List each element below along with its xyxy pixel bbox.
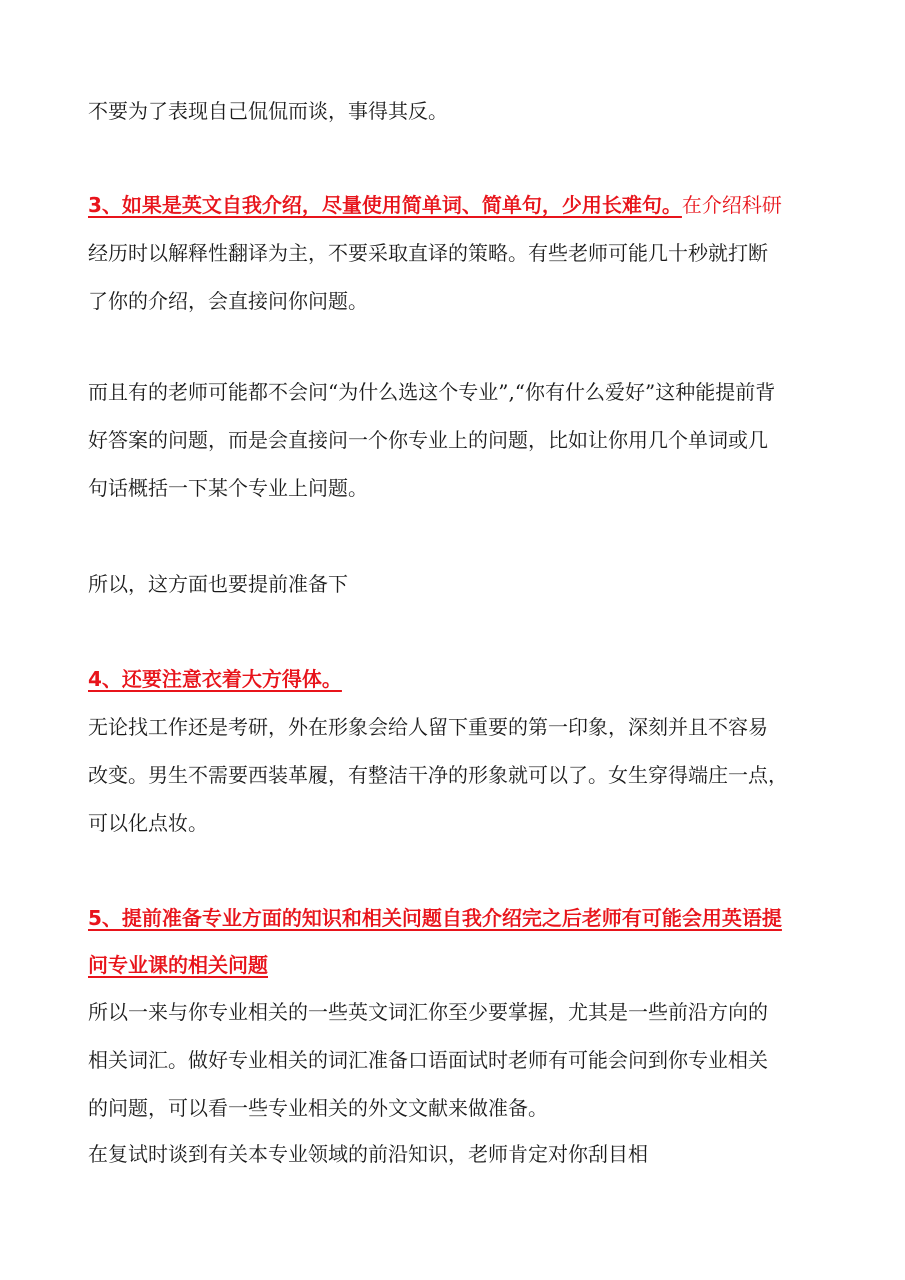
section-4-heading: 4、还要注意衣着大方得体。 bbox=[88, 667, 342, 691]
paragraph-line: 而且有的老师可能都不会问“为什么选这个专业”,“你有什么爱好”这种能提前背 bbox=[88, 380, 776, 404]
section-3-heading-line bbox=[88, 190, 828, 220]
paragraph-line: 所以，这方面也要提前准备下 bbox=[88, 572, 348, 596]
section-5-heading-cont: 问专业课的相关问题 bbox=[88, 953, 268, 977]
paragraph-line: 句话概括一下某个专业上问题。 bbox=[88, 476, 368, 500]
section-5-heading-line bbox=[88, 950, 828, 980]
section-3-heading: 3、如果是英文自我介绍，尽量使用简单词、简单句，少用长难句。 bbox=[88, 193, 682, 217]
paragraph-line: 经历时以解释性翻译为主，不要采取直译的策略。有些老师可能几十秒就打断 bbox=[88, 241, 768, 265]
section-4-heading-line bbox=[88, 664, 828, 694]
paragraph-line: 不要为了表现自己侃侃而谈，事得其反。 bbox=[88, 99, 448, 123]
paragraph-line: 所以一来与你专业相关的一些英文词汇你至少要掌握，尤其是一些前沿方向的 bbox=[88, 1000, 768, 1024]
paragraph-line: 了你的介绍，会直接问你问题。 bbox=[88, 289, 368, 313]
paragraph-line: 好答案的问题，而是会直接问一个你专业上的问题，比如让你用几个单词或几 bbox=[88, 428, 768, 452]
paragraph-line: 改变。男生不需要西装革履，有整洁干净的形象就可以了。女生穿得端庄一点， bbox=[88, 763, 788, 787]
section-3-heading-tail: 在介绍科研 bbox=[681, 193, 782, 217]
paragraph-line: 的问题，可以看一些专业相关的外文文献来做准备。 bbox=[88, 1096, 548, 1120]
paragraph-line: 可以化点妆。 bbox=[88, 811, 208, 835]
paragraph-line: 相关词汇。做好专业相关的词汇准备口语面试时老师有可能会问到你专业相关 bbox=[88, 1048, 768, 1072]
paragraph-line: 无论找工作还是考研，外在形象会给人留下重要的第一印象，深刻并且不容易 bbox=[88, 715, 768, 739]
section-5-heading-line bbox=[88, 903, 828, 933]
section-5-heading: 5、提前准备专业方面的知识和相关问题自我介绍完之后老师有可能会用英语提 bbox=[88, 906, 782, 930]
paragraph-line: 在复试时谈到有关本专业领域的前沿知识，老师肯定对你刮目相 bbox=[88, 1142, 648, 1166]
